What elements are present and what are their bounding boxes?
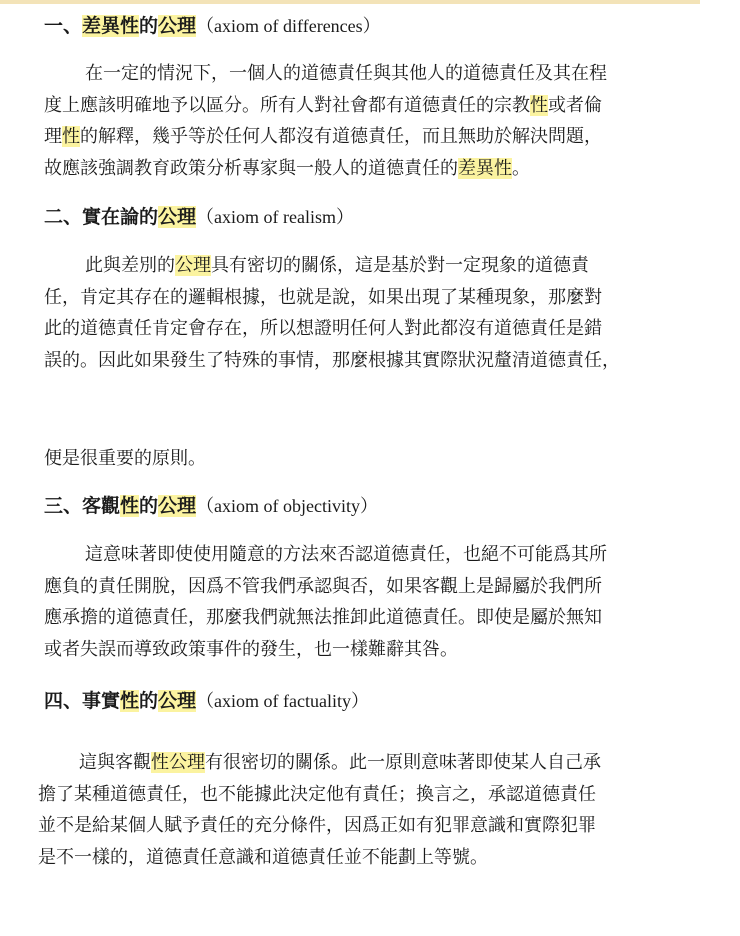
paragraph-line [44, 345, 620, 377]
text-segment: 或者失誤而導致政策事件的發生，也一樣難辭其咎。 [44, 638, 458, 660]
text-segment: 任，肯定其存在的邏輯根據，也就是說，如果出現了某種現象，那麼對 [44, 286, 602, 308]
heading-text [44, 690, 196, 712]
paragraph-line [44, 90, 607, 122]
paragraph-line [44, 571, 607, 603]
text-segment: 或者倫 [548, 94, 602, 116]
text-segment: 。 [512, 157, 530, 179]
heading-english: （axiom of objectivity） [196, 496, 379, 516]
text-segment: 三、客觀 [44, 495, 121, 517]
highlighted-text: 公理 [158, 495, 197, 517]
text-segment: 在一定的情況下，一個人的道德責任與其他人的道德責任及其在程 [85, 63, 607, 84]
highlighted-text: 性 [120, 690, 140, 712]
section-paragraph-2 [44, 250, 620, 376]
highlighted-text: 公理 [158, 15, 197, 37]
paragraph-line [38, 747, 601, 779]
section-paragraph-1 [44, 58, 607, 184]
text-segment: 此的道德責任肯定會存在，所以想證明任何人對此都沒有道德責任是錯 [44, 318, 602, 339]
section-heading-3 [44, 493, 378, 519]
highlighted-text: 差異性 [82, 15, 140, 37]
section-paragraph-4 [38, 747, 601, 873]
paragraph-line [44, 153, 607, 185]
paragraph-line [38, 779, 601, 811]
heading-text [44, 495, 196, 517]
text-segment: 的 [139, 690, 159, 712]
highlighted-text: 差異性 [458, 157, 512, 179]
highlighted-text: 公理 [158, 690, 197, 712]
paragraph-line [44, 539, 607, 571]
text-segment: 二、實在論的 [44, 206, 159, 228]
section-heading-4 [44, 688, 369, 714]
heading-english: （axiom of realism） [196, 207, 354, 227]
text-segment: 四、事實 [44, 690, 121, 712]
paragraph-line [44, 602, 607, 634]
text-segment: 的 [139, 15, 159, 37]
heading-text [44, 15, 196, 37]
text-segment: 應負的責任開脫，因爲不管我們承認與否，如果客觀上是歸屬於我們所 [44, 575, 602, 597]
highlighted-text: 性 [120, 495, 140, 517]
section-paragraph-3 [44, 539, 607, 665]
text-segment: 的 [139, 495, 159, 517]
text-segment: 是不一樣的，道德責任意識和道德責任並不能劃上等號。 [38, 846, 488, 868]
text-segment: 的解釋，幾乎等於任何人都沒有道德責任，而且無助於解決問題， [80, 126, 602, 147]
text-segment: 並不是給某個人賦予責任的充分條件，因爲正如有犯罪意識和實際犯罪 [38, 815, 596, 836]
paragraph-line [38, 842, 601, 874]
heading-text [44, 206, 196, 228]
top-border [0, 0, 700, 4]
text-segment: 這與客觀 [79, 752, 151, 773]
paragraph-line [44, 250, 620, 282]
paragraph-line [44, 121, 607, 153]
text-segment: 擔了某種道德責任，也不能據此決定他有責任；換言之，承認道德責任 [38, 783, 596, 805]
highlighted-text: 公理 [158, 206, 197, 228]
paragraph-line [44, 634, 607, 666]
text-segment: 具有密切的關係，這是基於對一定現象的道德責 [211, 255, 589, 276]
continuation-line: 便是很重要的原則。 [44, 448, 206, 469]
text-segment: 有很密切的關係。此一原則意味著即使某人自己承 [205, 752, 601, 773]
paragraph-line [38, 810, 601, 842]
text-segment: 一、 [44, 15, 83, 37]
text-segment: 應承擔的道德責任，那麼我們就無法推卸此道德責任。即使是屬於無知 [44, 607, 602, 628]
highlighted-text: 性 [62, 126, 80, 147]
heading-english: （axiom of differences） [196, 16, 381, 36]
text-segment: 這意味著即使使用隨意的方法來否認道德責任，也絕不可能爲其所 [85, 544, 607, 565]
highlighted-text: 性 [530, 94, 548, 116]
text-segment: 誤的。因此如果發生了特殊的事情，那麼根據其實際狀況釐清道德責任， [44, 349, 620, 371]
text-segment: 故應該強調教育政策分析專家與一般人的道德責任的 [44, 157, 458, 179]
section-heading-2 [44, 204, 354, 230]
text-segment: 此與差別的 [85, 255, 175, 276]
section-heading-1 [44, 13, 381, 39]
paragraph-line [44, 58, 607, 90]
highlighted-text: 性公理 [151, 752, 205, 773]
paragraph-line [44, 313, 620, 345]
paragraph-line [44, 282, 620, 314]
heading-english: （axiom of factuality） [196, 691, 370, 711]
text-segment: 度上應該明確地予以區分。所有人對社會都有道德責任的宗教 [44, 94, 530, 116]
highlighted-text: 公理 [175, 255, 211, 276]
text-segment: 理 [44, 126, 62, 147]
